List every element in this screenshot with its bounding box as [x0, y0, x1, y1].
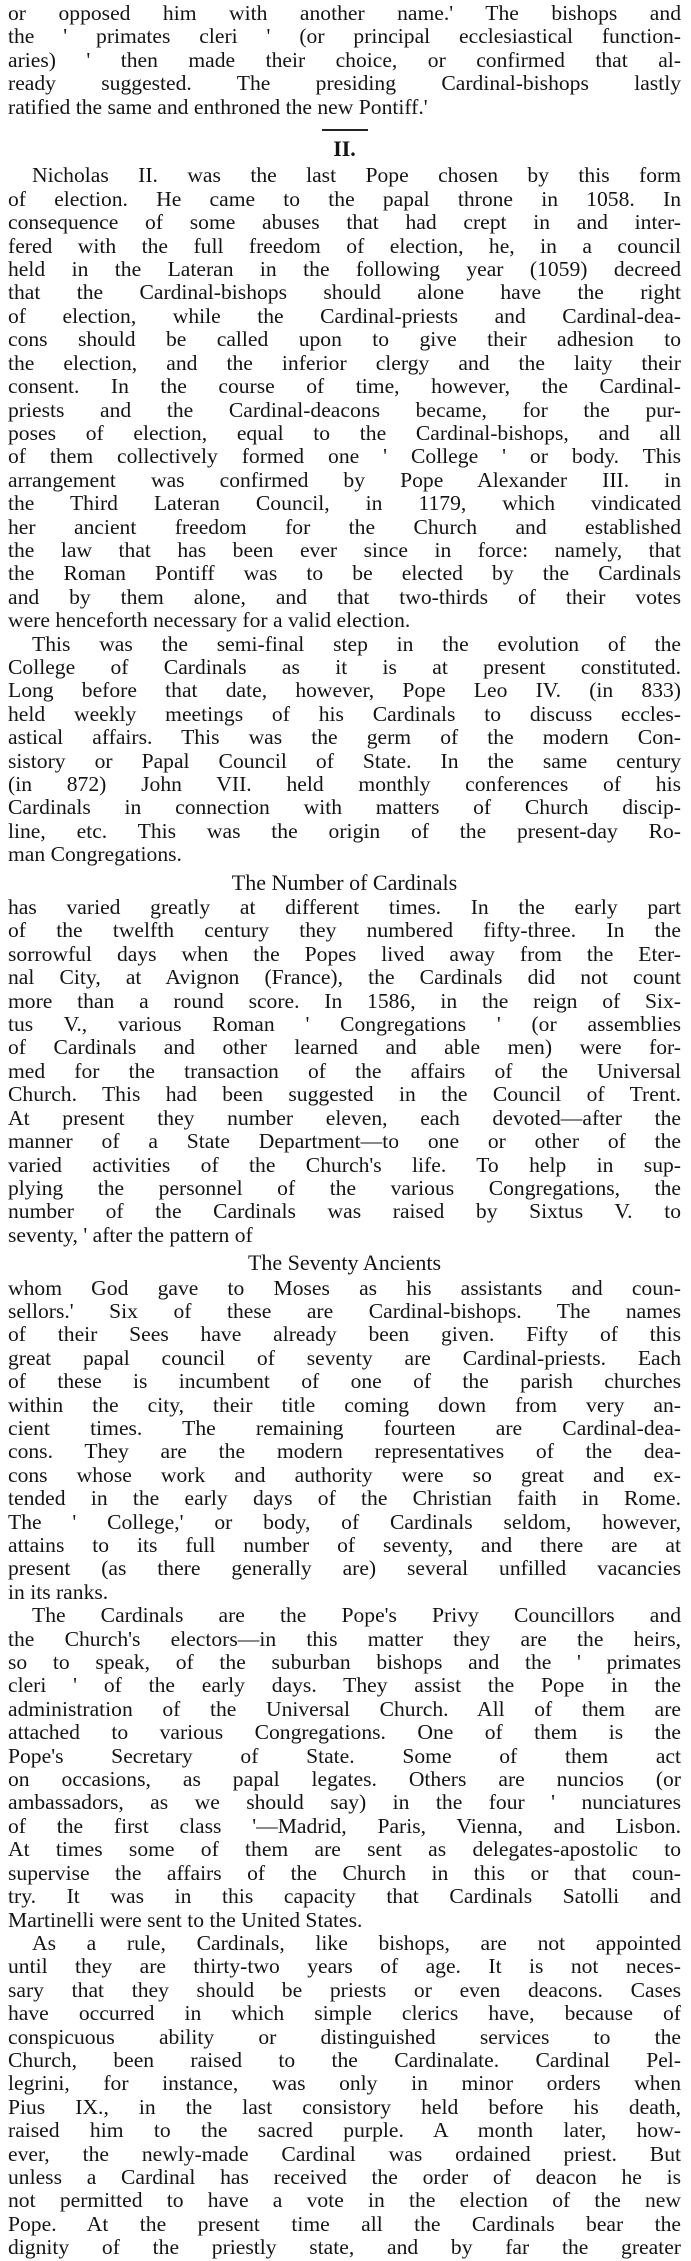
text-line: Cardinals in connection with matters of Church discip- [8, 796, 681, 820]
text-line: until they are thirty-two years of age. It is not neces- [8, 1955, 681, 1979]
text-line: of election. He came to the papal throne in 1058. In [8, 187, 681, 211]
section-number: II. [333, 136, 356, 162]
text-line: administration of the Universal Church. All of them are [8, 1697, 681, 1721]
text-line: cons should be called upon to give their adhesion to [8, 328, 681, 352]
text-line: sistory or Papal Council of State. In the same century [8, 749, 681, 773]
text-line: At times some of them are sent as delegates-apostolic to [8, 1838, 681, 1862]
text-line: sellors.' Six of these are Cardinal-bishops. The names [8, 1299, 681, 1323]
paragraph-4 [8, 1277, 681, 1605]
text-line: astical affairs. This was the germ of the modern Con- [8, 726, 681, 750]
text-line: the law that has been ever since in force: namely, that [8, 538, 681, 562]
text-line: or opposed him with another name.' The bishops and [8, 2, 681, 25]
text-line: priests and the Cardinal-deacons became, for the pur- [8, 398, 681, 422]
text-line: within the city, their title coming down from very an- [8, 1393, 681, 1417]
text-line: the Church's electors—in this matter they are the heirs, [8, 1627, 681, 1651]
text-line: of Cardinals and other learned and able men) were for- [8, 1036, 681, 1060]
text-line: Church, been raised to the Cardinalate. Cardinal Pel- [8, 2048, 681, 2072]
text-line: Martinelli were sent to the United States. [8, 1908, 363, 1932]
text-line: number of the Cardinals was raised by Sixtus V. to [8, 1200, 681, 1224]
subheading-number-of-cardinals: The Number of Cardinals [231, 869, 458, 895]
text-line: plying the personnel of the various Congregations, the [8, 1176, 681, 1200]
text-line: on occasions, as papal legates. Others are nuncios (or [8, 1768, 681, 1792]
text-line: of the twelfth century they numbered fifty-three. In the [8, 919, 681, 943]
text-line: arrangement was confirmed by Pope Alexander III. in [8, 468, 681, 492]
text-line: tus V., various Roman ' Congregations ' (or assemblies [8, 1013, 681, 1037]
text-line: tended in the early days of the Christian faith in Rome. [8, 1487, 681, 1511]
paragraph-2 [8, 633, 681, 867]
text-line: the ' primates cleri ' (or principal ecclesiastical function- [8, 25, 681, 49]
text-line: man Congregations. [8, 843, 182, 867]
text-line: of the first class '—Madrid, Paris, Vienna, and Lisbon. [8, 1814, 681, 1838]
text-line: of election, while the Cardinal-priests and Cardinal-dea- [8, 304, 681, 328]
text-line: Church. This had been suggested in the Council of Trent. [8, 1083, 681, 1107]
text-line: present (as there generally are) several unfilled vacancies [8, 1557, 681, 1581]
text-line: held weekly meetings of his Cardinals to discuss eccles- [8, 702, 681, 726]
text-line: varied activities of the Church's life. To help in sup- [8, 1153, 681, 1177]
text-line: ever, the newly-made Cardinal was ordained priest. But [8, 2142, 681, 2166]
text-line: This was the semi-final step in the evolution of the [32, 632, 681, 656]
text-line: consent. In the course of time, however, the Cardinal- [8, 375, 681, 399]
text-line: the Third Lateran Council, in 1179, which vindicated [8, 492, 681, 516]
text-line: Pope. At the present time all the Cardinals bear the [8, 2212, 681, 2236]
text-line: fered with the full freedom of election, he, in a council [8, 234, 681, 258]
text-line: aries) ' then made their choice, or confirmed that al- [8, 48, 681, 72]
text-line: line, etc. This was the origin of the present-day Ro- [8, 819, 681, 843]
text-line: College of Cardinals as it is at present constituted. [8, 655, 681, 679]
text-line: The Cardinals are the Pope's Privy Councillors and [32, 1604, 681, 1628]
paragraph-1 [8, 164, 681, 632]
text-line: that the Cardinal-bishops should alone have the right [8, 281, 681, 305]
text-line: sary that they should be priests or even deacons. Cases [8, 1978, 681, 2002]
text-line: cons. They are the modern representatives of the dea- [8, 1440, 681, 1464]
text-line: not permitted to have a vote in the election of the new [8, 2189, 681, 2213]
text-line: of them collectively formed one ' College ' or body. This [8, 445, 681, 469]
text-line: cient times. The remaining fourteen are Cardinal-dea- [8, 1416, 681, 1440]
text-line: try. It was in this capacity that Cardinals Satolli and [8, 1885, 681, 1909]
paragraph-6 [8, 1932, 681, 2260]
text-line: Pius IX., in the last consistory held before his death, [8, 2095, 681, 2119]
text-line: so to speak, of the suburban bishops and the ' primates [8, 1651, 681, 1675]
text-line: has varied greatly at different times. In the early part [8, 896, 681, 920]
text-line: conspicuous ability or distinguished services to the [8, 2025, 681, 2049]
section-divider [322, 129, 368, 131]
text-line: consequence of some abuses that had crept in and inter- [8, 211, 681, 235]
text-line: manner of a State Department—to one or other of the [8, 1130, 681, 1154]
text-line: of their Sees have already been given. Fifty of this [8, 1323, 681, 1347]
text-line: unless a Cardinal has received the order of deacon he is [8, 2165, 681, 2189]
text-line: attached to various Congregations. One of them is the [8, 1721, 681, 1745]
text-line: poses of election, equal to the Cardinal-bishops, and all [8, 421, 681, 445]
paragraph-5 [8, 1604, 681, 1932]
subheading-seventy-ancients: The Seventy Ancients [247, 1250, 442, 1276]
text-line: raised him to the sacred purple. A month later, how- [8, 2119, 681, 2143]
text-line: Long before that date, however, Pope Leo IV. (in 833) [8, 679, 681, 703]
text-line: dignity of the priestly state, and by far the greater [8, 2236, 681, 2260]
text-line: supervise the affairs of the Church in this or that coun- [8, 1861, 681, 1885]
text-line: ambassadors, as we should say) in the four ' nunciatures [8, 1791, 681, 1815]
text-line: her ancient freedom for the Church and established [8, 515, 681, 539]
text-line: and by them alone, and that two-thirds of their votes [8, 585, 681, 609]
text-line: ratified the same and enthroned the new Pontiff.' [8, 95, 428, 119]
text-line: Nicholas II. was the last Pope chosen by this form [32, 164, 681, 188]
text-line: more than a round score. In 1586, in the reign of Six- [8, 989, 681, 1013]
text-line: whom God gave to Moses as his assistants and coun- [8, 1276, 681, 1300]
text-line: of these is incumbent of one of the parish churches [8, 1370, 681, 1394]
text-line: As a rule, Cardinals, like bishops, are not appointed [32, 1931, 681, 1955]
text-line: the Roman Pontiff was to be elected by the Cardinals [8, 562, 681, 586]
text-line: ready suggested. The presiding Cardinal-bishops lastly [8, 72, 681, 96]
text-line: legrini, for instance, was only in minor orders when [8, 2072, 681, 2096]
text-line: (in 872) John VII. held monthly conferences of his [8, 773, 681, 796]
paragraph-3 [8, 896, 681, 1247]
text-line: the election, and the inferior clergy and the laity their [8, 351, 681, 375]
text-line: The ' College,' or body, of Cardinals seldom, however, [8, 1510, 681, 1534]
text-line: were henceforth necessary for a valid election. [8, 609, 411, 633]
text-line: Pope's Secretary of State. Some of them act [8, 1744, 681, 1768]
text-line: med for the transaction of the affairs of the Universal [8, 1059, 681, 1083]
text-line: At present they number eleven, each devoted—after the [8, 1106, 681, 1130]
text-line: have occurred in which simple clerics have, because of [8, 2002, 681, 2026]
text-line: held in the Lateran in the following year (1059) decreed [8, 258, 681, 282]
intro-paragraph [8, 2, 681, 119]
text-line: seventy, ' after the pattern of [8, 1223, 253, 1247]
text-line: attains to its full number of seventy, and there are at [8, 1534, 681, 1557]
text-line: in its ranks. [8, 1580, 109, 1604]
text-line: cons whose work and authority were so great and ex- [8, 1463, 681, 1487]
text-line: nal City, at Avignon (France), the Cardinals did not count [8, 966, 681, 990]
text-line: sorrowful days when the Popes lived away from the Eter- [8, 942, 681, 966]
text-line: cleri ' of the early days. They assist the Pope in the [8, 1674, 681, 1698]
text-line: great papal council of seventy are Cardinal-priests. Each [8, 1346, 681, 1370]
